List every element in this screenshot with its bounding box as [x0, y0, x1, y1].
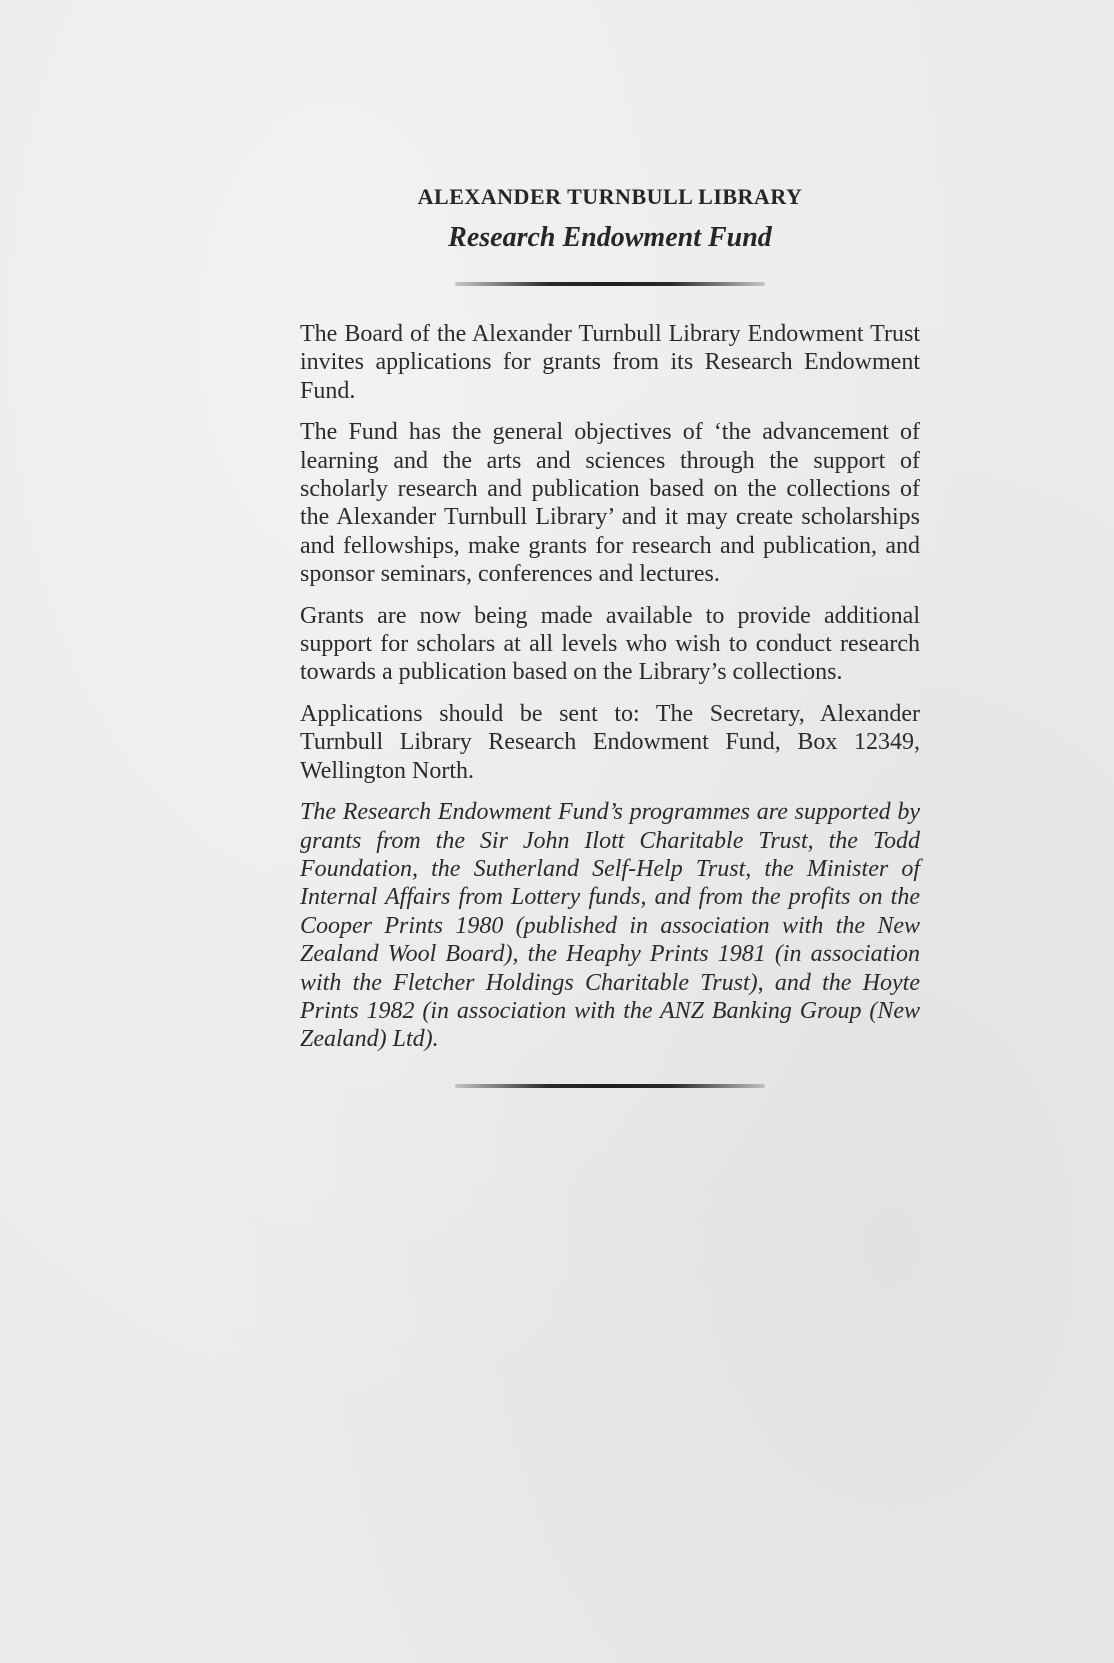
bottom-divider: [455, 1084, 765, 1088]
paragraph-invitation: The Board of the Alexander Turnbull Library Endowment Trust invites applications for grants from its Research Endowment Fund.: [300, 321, 920, 404]
paragraph-applications: Applications should be sent to: The Secretary, Alexander Turnbull Library Research Endowment Fund, Box 12349, Wellington North.: [300, 700, 920, 784]
library-title: ALEXANDER TURNBULL LIBRARY: [417, 184, 803, 209]
fund-subtitle: Research Endowment Fund: [448, 222, 772, 253]
notice-content: [300, 180, 920, 1088]
paragraph-objectives: The Fund has the general objectives of ‘the advancement of learning and the arts and sciences through the support of scholarly research and publication based on the collections of the Alexander Turnbull Library’ and it may create scholarships and fellowships, make grants for research and publication, and sponsor seminars, conferences and lectures.: [300, 419, 920, 588]
paragraph-grants: Grants are now being made available to provide additional support for scholars at all levels who wish to conduct research towards a publication based on the Library’s collections.: [300, 602, 920, 686]
top-divider: [455, 282, 765, 286]
paragraph-acknowledgement: The Research Endowment Fund’s programmes are supported by grants from the Sir John Ilott Charitable Trust, the Todd Foundation, the Sutherland Self-Help Trust, the Minister of Internal Affairs from Lottery funds, and from the profits on the Cooper Prints 1980 (published in association with the New Zealand Wool Board), the Heaphy Prints 1981 (in association with the Fletcher Holdings Charitable Trust), and the Hoyte Prints 1982 (in association with the ANZ Banking Group (New Zealand) Ltd).: [300, 799, 920, 1053]
